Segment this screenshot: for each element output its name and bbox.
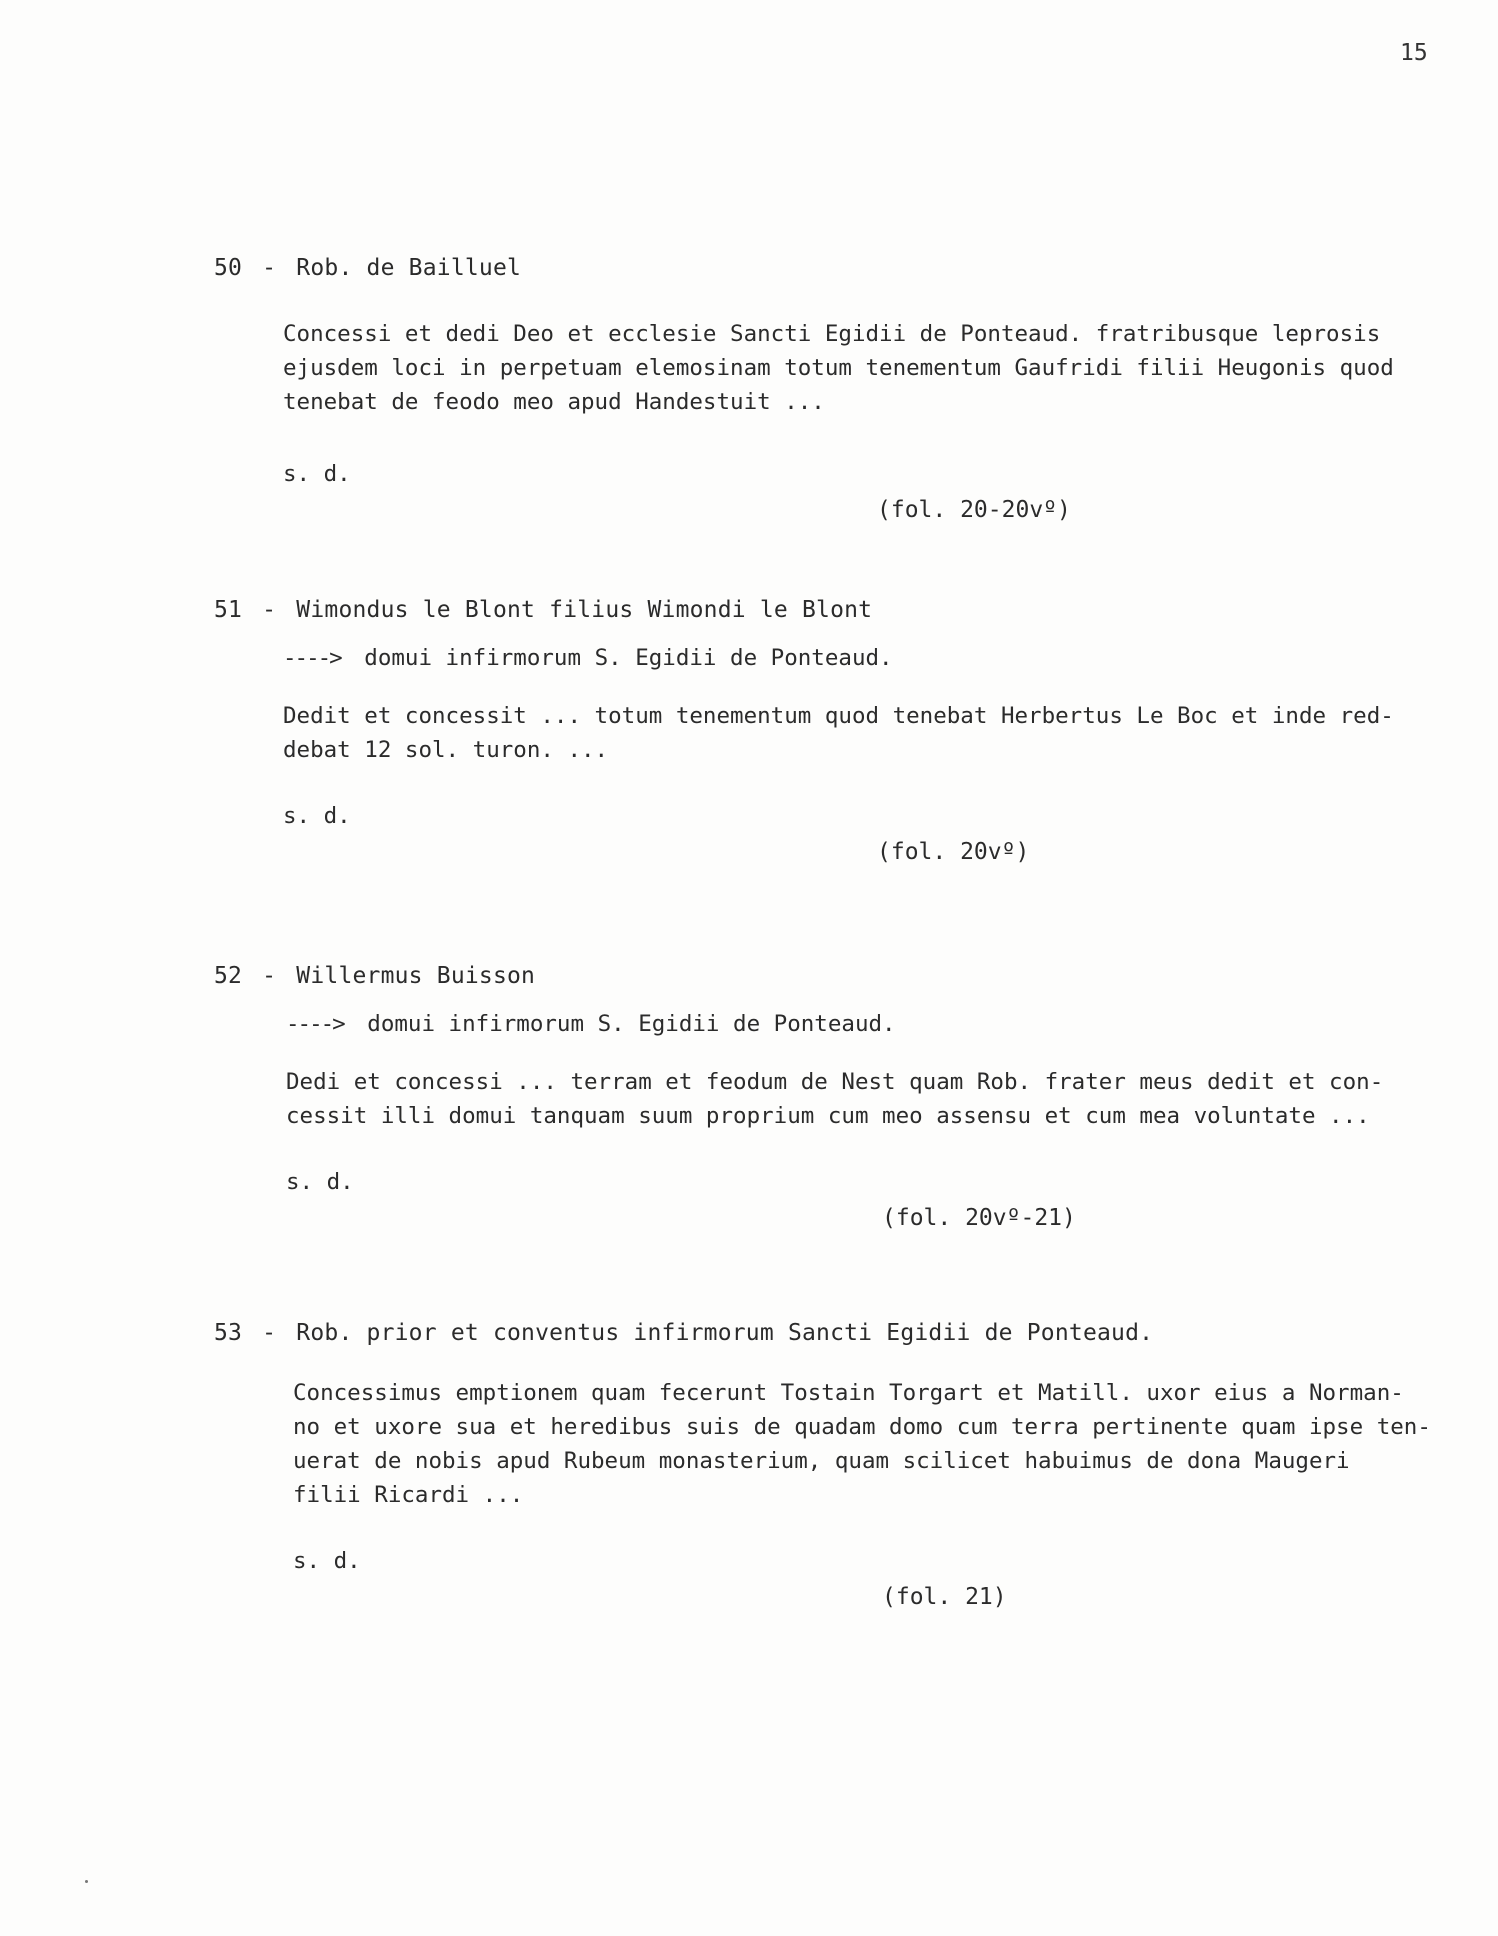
entry-body [283, 645, 1473, 865]
sine-data: s. d. [293, 1548, 361, 1574]
entry-name: Rob. prior et conventus infirmorum Sancti Egidii de Ponteaud. [296, 1320, 1154, 1346]
entry-text [293, 1376, 1483, 1512]
entry-53 [214, 1320, 1474, 1610]
sine-data: s. d. [283, 461, 351, 487]
entry-number: 52 [214, 963, 243, 989]
entry-name: Willermus Buisson [296, 963, 536, 989]
page-number: 15 [1400, 40, 1428, 66]
entry-number: 50 [214, 255, 243, 281]
text-line: Dedit et concessit ... totum tenementum quod tenebat Herbertus Le Boc et inde red- [283, 703, 1394, 729]
text-line: filii Ricardi ... [293, 1482, 524, 1508]
entry-dash: - [262, 597, 277, 623]
text-line: Concessimus emptionem quam fecerunt Tostain Torgart et Matill. uxor eius a Norman- [293, 1380, 1404, 1406]
paper-speck [85, 1880, 88, 1883]
entry-text [283, 699, 1473, 767]
folio-reference: (fol. 21) [882, 1584, 1007, 1610]
entry-header [214, 255, 1474, 281]
text-line: ejusdem loci in perpetuam elemosinam totum tenementum Gaufridi filii Heugonis quod [283, 355, 1394, 381]
entry-52 [214, 963, 1474, 1231]
entry-header [214, 1320, 1474, 1346]
entry-text [286, 1065, 1476, 1133]
text-line: no et uxore sua et heredibus suis de quadam domo cum terra pertinente quam ipse ten- [293, 1414, 1431, 1440]
arrow-glyph: ----> [286, 1011, 344, 1037]
entry-number: 51 [214, 597, 243, 623]
entry-header [214, 963, 1474, 989]
text-line: Dedi et concessi ... terram et feodum de Nest quam Rob. frater meus dedit et con- [286, 1069, 1384, 1095]
recipient-text: domui infirmorum S. Egidii de Ponteaud. [367, 1011, 896, 1037]
folio-reference: (fol. 20vº) [877, 839, 1030, 865]
entry-dash: - [262, 963, 277, 989]
entry-51 [214, 597, 1474, 865]
entry-text [283, 317, 1473, 419]
entry-number: 53 [214, 1320, 243, 1346]
arrow-glyph: ----> [283, 645, 341, 671]
entry-50 [214, 255, 1474, 523]
sine-data: s. d. [286, 1169, 354, 1195]
entry-body [283, 317, 1473, 523]
entry-name: Wimondus le Blont filius Wimondi le Blont [296, 597, 873, 623]
text-line: Concessi et dedi Deo et ecclesie Sancti Egidii de Ponteaud. fratribusque leprosis [283, 321, 1381, 347]
text-line: cessit illi domui tanquam suum proprium cum meo assensu et cum mea voluntate ... [286, 1103, 1370, 1129]
text-line: tenebat de feodo meo apud Handestuit ... [283, 389, 825, 415]
recipient-text: domui infirmorum S. Egidii de Ponteaud. [364, 645, 893, 671]
recipient-line [286, 1011, 1476, 1037]
text-line: debat 12 sol. turon. ... [283, 737, 609, 763]
text-line: uerat de nobis apud Rubeum monasterium, quam scilicet habuimus de dona Maugeri [293, 1448, 1350, 1474]
entry-name: Rob. de Bailluel [296, 255, 522, 281]
folio-reference: (fol. 20vº-21) [882, 1205, 1076, 1231]
entry-dash: - [262, 255, 277, 281]
entry-dash: - [262, 1320, 277, 1346]
recipient-line [283, 645, 1473, 671]
entry-header [214, 597, 1474, 623]
folio-reference: (fol. 20-20vº) [877, 497, 1071, 523]
sine-data: s. d. [283, 803, 351, 829]
entry-body [293, 1376, 1483, 1610]
entry-body [286, 1011, 1476, 1231]
